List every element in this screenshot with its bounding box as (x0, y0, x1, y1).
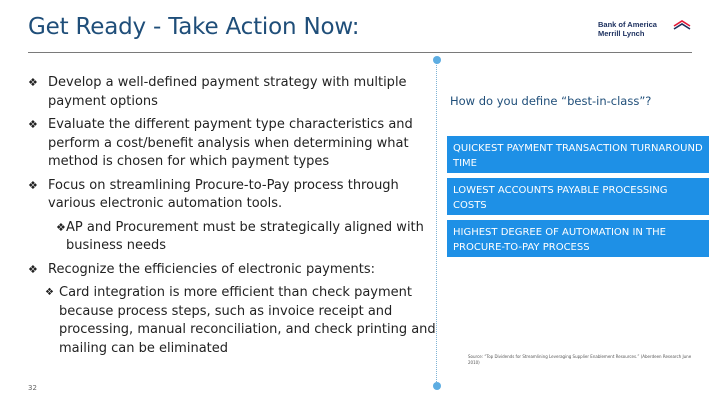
bullet-text: Evaluate the different payment type characteristics and perform a cost/benefit analysis when determining what method is chosen for which payment types (48, 117, 413, 169)
diamond-bullet-icon: ❖ (28, 118, 38, 131)
sub-bullet-item (28, 219, 438, 256)
page-number: 32 (28, 384, 37, 392)
diamond-bullet-icon: ❖ (28, 262, 38, 276)
best-in-class-card: QUICKEST PAYMENT TRANSACTION TURNAROUND TIME (447, 136, 709, 173)
bullet-item (28, 261, 438, 280)
title-underline (28, 52, 692, 53)
source-citation: Source: “Top Dividends for Streamlining Leveraging Supplier Enablement Resources.” (Aberdeen Research June 2010) (468, 354, 692, 365)
bullet-item (28, 116, 438, 172)
bullet-text: AP and Procurement must be strategically aligned with business needs (66, 219, 424, 253)
bullet-item (28, 74, 438, 111)
best-in-class-question: How do you define “best-in-class”? (450, 94, 652, 108)
bank-of-america-merrill-lynch-logo (598, 19, 692, 41)
sub-bullet-item (28, 284, 438, 358)
bank-of-america-flag-logo-icon (673, 19, 691, 31)
divider-top-dot (433, 56, 441, 64)
diamond-bullet-icon: ❖ (45, 287, 54, 298)
bullet-text: Develop a well-defined payment strategy with multiple payment options (48, 75, 407, 109)
best-in-class-card: HIGHEST DEGREE OF AUTOMATION IN THE PROCURE-TO-PAY PROCESS (447, 220, 709, 257)
slide-title: Get Ready - Take Action Now: (28, 14, 360, 40)
logo-line-2: Merrill Lynch (598, 29, 645, 38)
bullet-item (28, 177, 438, 214)
vertical-divider (436, 58, 437, 388)
diamond-bullet-icon: ❖ (28, 76, 38, 89)
diamond-bullet-icon: ❖ (56, 220, 66, 234)
bullet-text: Recognize the efficiencies of electronic payments: (48, 261, 376, 277)
logo-line-1: Bank of America (598, 20, 657, 29)
bullet-list (28, 74, 438, 363)
diamond-bullet-icon: ❖ (28, 178, 38, 192)
bullet-text: Card integration is more efficient than check payment because process steps, such as invoice receipt and processing, manual reconciliation, and check printing and mailing can be eliminated (59, 285, 436, 356)
bullet-text: Focus on streamlining Procure-to-Pay process through various electronic automation tools. (48, 177, 399, 211)
best-in-class-card: LOWEST ACCOUNTS PAYABLE PROCESSING COSTS (447, 178, 709, 215)
divider-bottom-dot (433, 382, 441, 390)
